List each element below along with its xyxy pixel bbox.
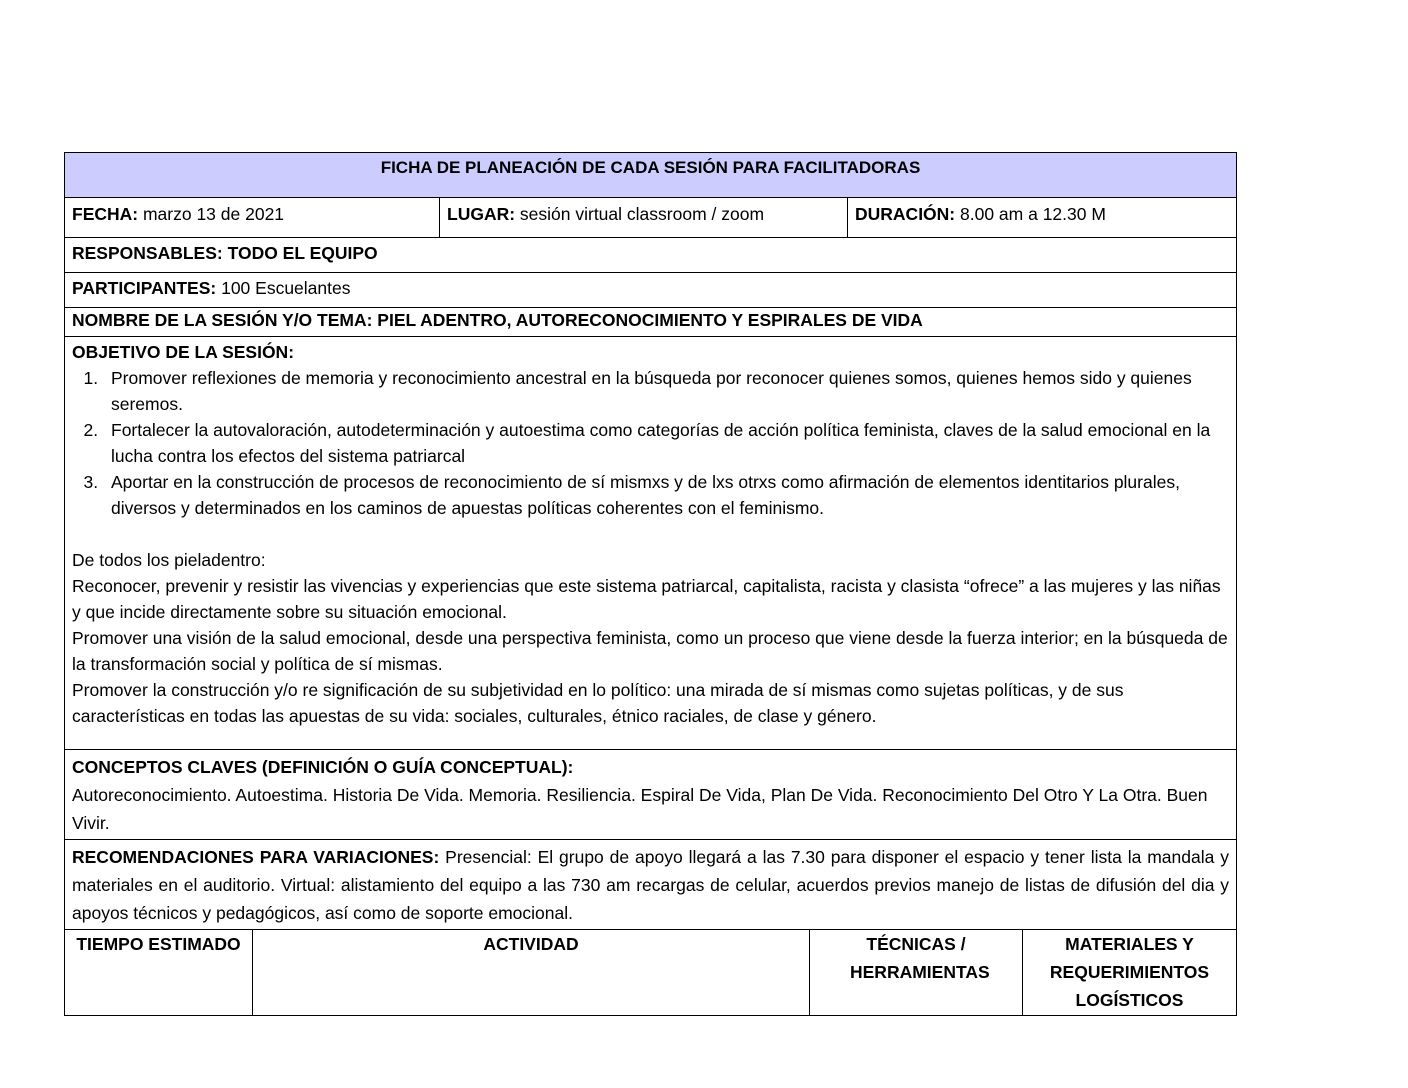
conceptos-value: Autoreconocimiento. Autoestima. Historia De Vida. Memoria. Resiliencia. Espiral De Vida, Plan De Vida. Reconocimiento Del Otro Y La Otra. Buen Vivir. — [72, 785, 1208, 833]
conceptos-section — [64, 750, 1237, 840]
objetivo-section — [64, 337, 1237, 750]
spacer — [72, 521, 1229, 547]
header-tiempo: TIEMPO ESTIMADO — [65, 930, 253, 1015]
fecha-value: marzo 13 de 2021 — [138, 204, 285, 224]
header-actividad: ACTIVIDAD — [253, 930, 810, 1015]
duracion-value: 8.00 am a 12.30 M — [955, 204, 1106, 224]
duracion-cell — [848, 198, 1236, 237]
participantes-label: PARTICIPANTES: — [72, 278, 217, 298]
lugar-cell — [440, 198, 848, 237]
header-tecnicas: TÉCNICAS / HERRAMIENTAS — [810, 930, 1023, 1015]
lugar-label: LUGAR: — [447, 204, 516, 224]
fecha-cell — [65, 198, 440, 237]
objetivo-paragraph-2: Reconocer, prevenir y resistir las vivencias y experiencias que este sistema patriarcal, capitalista, racista y clasista “ofrece” a las mujeres y las niñas y que incide directamente sobre su situación emocional. — [72, 576, 1221, 622]
fecha-label: FECHA: — [72, 204, 139, 224]
sesion-tema-row — [64, 308, 1237, 337]
responsables-label: RESPONSABLES: TODO EL EQUIPO — [72, 243, 378, 263]
sesion-tema-label: NOMBRE DE LA SESIÓN Y/O TEMA: PIEL ADENTRO, AUTORECONOCIMIENTO Y ESPIRALES DE VIDA — [72, 310, 923, 330]
recomendaciones-label: RECOMENDACIONES PARA VARIACIONES: — [72, 847, 440, 867]
objetivo-paragraph-3: Promover una visión de la salud emocional, desde una perspectiva feminista, como un proceso que viene desde la fuerza interior; en la búsqueda de la transformación social y política de sí mismas. — [72, 628, 1228, 674]
objetivo-item-1: 1. Promover reflexiones de memoria y reconocimiento ancestral en la búsqueda por reconocer quienes somos, quienes hemos sido y quienes seremos. — [103, 365, 1229, 417]
responsables-row — [64, 238, 1237, 273]
lugar-value: sesión virtual classroom / zoom — [515, 204, 765, 224]
participantes-value: 100 Escuelantes — [216, 278, 351, 298]
conceptos-label: CONCEPTOS CLAVES (DEFINICIÓN O GUÍA CONCEPTUAL): — [72, 757, 574, 777]
recomendaciones-section — [64, 840, 1237, 930]
objetivo-paragraph-4: Promover la construcción y/o re significación de su subjetividad en lo político: una mirada de sí mismas como sujetas políticas, y de sus características en todas las apuestas de su vida: sociales, culturales, étnico raciales, de clase y género. — [72, 680, 1124, 726]
objetivo-item-2: 2. Fortalecer la autovaloración, autodeterminación y autoestima como categorías de acción política feminista, claves de la salud emocional en la lucha contra los efectos del sistema patriarcal — [103, 417, 1229, 469]
objetivo-list — [72, 365, 1229, 521]
objetivo-label: OBJETIVO DE LA SESIÓN: — [72, 342, 295, 362]
activity-table-header — [64, 930, 1237, 1016]
form-title: FICHA DE PLANEACIÓN DE CADA SESIÓN PARA FACILITADORAS — [64, 152, 1237, 198]
objetivo-paragraph-1: De todos los pieladentro: — [72, 550, 266, 570]
header-materiales: MATERIALES Y REQUERIMIENTOS LOGÍSTICOS — [1049, 934, 1210, 1010]
duracion-label: DURACIÓN: — [855, 204, 956, 224]
recomendaciones-value: Presencial: El grupo de apoyo llegará a las 7.30 para disponer el espacio y tener lista la mandala y materiales en el auditorio. Virtual: alistamiento del equipo a las 730 am recargas de celular, acuerdos previos manejo de listas de difusión del dia y apoyos técnicos y pedagógicos, así como de soporte emocional. — [72, 847, 1229, 923]
participantes-row — [64, 273, 1237, 308]
planning-form — [64, 152, 1237, 1016]
meta-row — [64, 198, 1237, 238]
objetivo-item-3: 3. Aportar en la construcción de procesos de reconocimiento de sí mismxs y de lxs otrxs como afirmación de elementos identitarios plurales, diversos y determinados en los caminos de apuestas políticas coherentes con el feminismo. — [103, 469, 1229, 521]
